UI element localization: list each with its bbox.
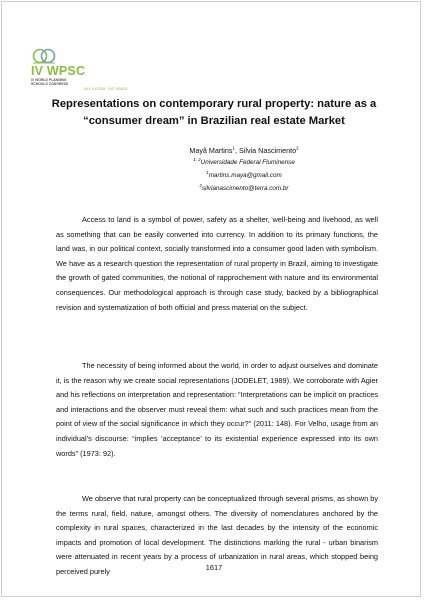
paragraph-2: The necessity of being informed about the world, in order to adjust ourselves and dominate it, is the reason why we create social representations (JODELET, 1989). We corroborate with Agier and his reflections on interpretation and representation: “Interpretations can be implicit on practices and interactions and the observer must reveal them: what such and such practices mean from the point of view of the social significance in which they occur?” (2011: 148). For Velho, usage from an individual’s discourse: “implies ‘acceptance’ to its existential experience expressed into its own words” (1973: 92). [56,361,378,458]
affiliation [102,156,386,166]
paragraph-1: Access to land is a symbol of power, safety as a shelter, well-being and livehood, as well as something that can be easily converted into currency. In addition to its primary functions, the land was, in our political context, socially transformed into a consumer good laden with symbolism. We have as a research question the representation of rural property in Brazil, aiming to investigate the growth of gated communities, the notional of rapprochement with nature and its environmental consequences. Our methodological approach is through case study, backed by a bibliographical revision and systematization of both official and press material on the subject. [56,215,378,312]
author-line [102,146,386,155]
email-sup: 2 [199,182,202,188]
globe-arc-icon [31,47,57,64]
email-2 [102,182,386,192]
paper-title: Representations on contemporary rural property: nature as a “consumer dream” in Brazilian real estate Market [51,98,377,127]
logo-line-2: SCHOOLS CONGRESS [31,82,69,86]
email-sup: 1 [206,169,209,175]
affiliation-name: Universidade Federal Fluminense [200,159,295,166]
author-sup: 2 [296,145,299,151]
author-name: Silvia Nascimento [239,146,297,155]
page [1,1,421,597]
email-1 [102,169,386,179]
logo-line-1: IV WORLD PLANNING [31,78,67,82]
affiliation-sup: 1, 2 [193,156,201,162]
logo-date: JULY 4-8 2016 · RIO, BRAZIL [83,87,129,91]
author-sup: 1 [232,145,235,151]
email-address: martins.maya@gmail.com [208,172,282,179]
email-address: silvianascimento@terra.com.br [201,185,289,192]
author-name: Mayã Martins [189,146,233,155]
paragraph-3: We observe that rural property can be conceptualized through several prisms, as shown by the terms rural, field, nature, amongst others. The diversity of nomenclatures anchored by the complexity in rural spaces, characterized in the last decades by the intensity of the economic impacts and promotion of local development. The distinctions marking the rural - urban binarism were attenuated in recent years by a process of urbanization in rural areas, which stopped being perceived purely [56,494,378,576]
logo-subtitle [31,78,79,86]
page-number: 1617 [205,563,223,572]
conference-logo [31,47,171,91]
author-separator: , [235,146,239,155]
logo-title: IV WPSC [31,64,86,78]
